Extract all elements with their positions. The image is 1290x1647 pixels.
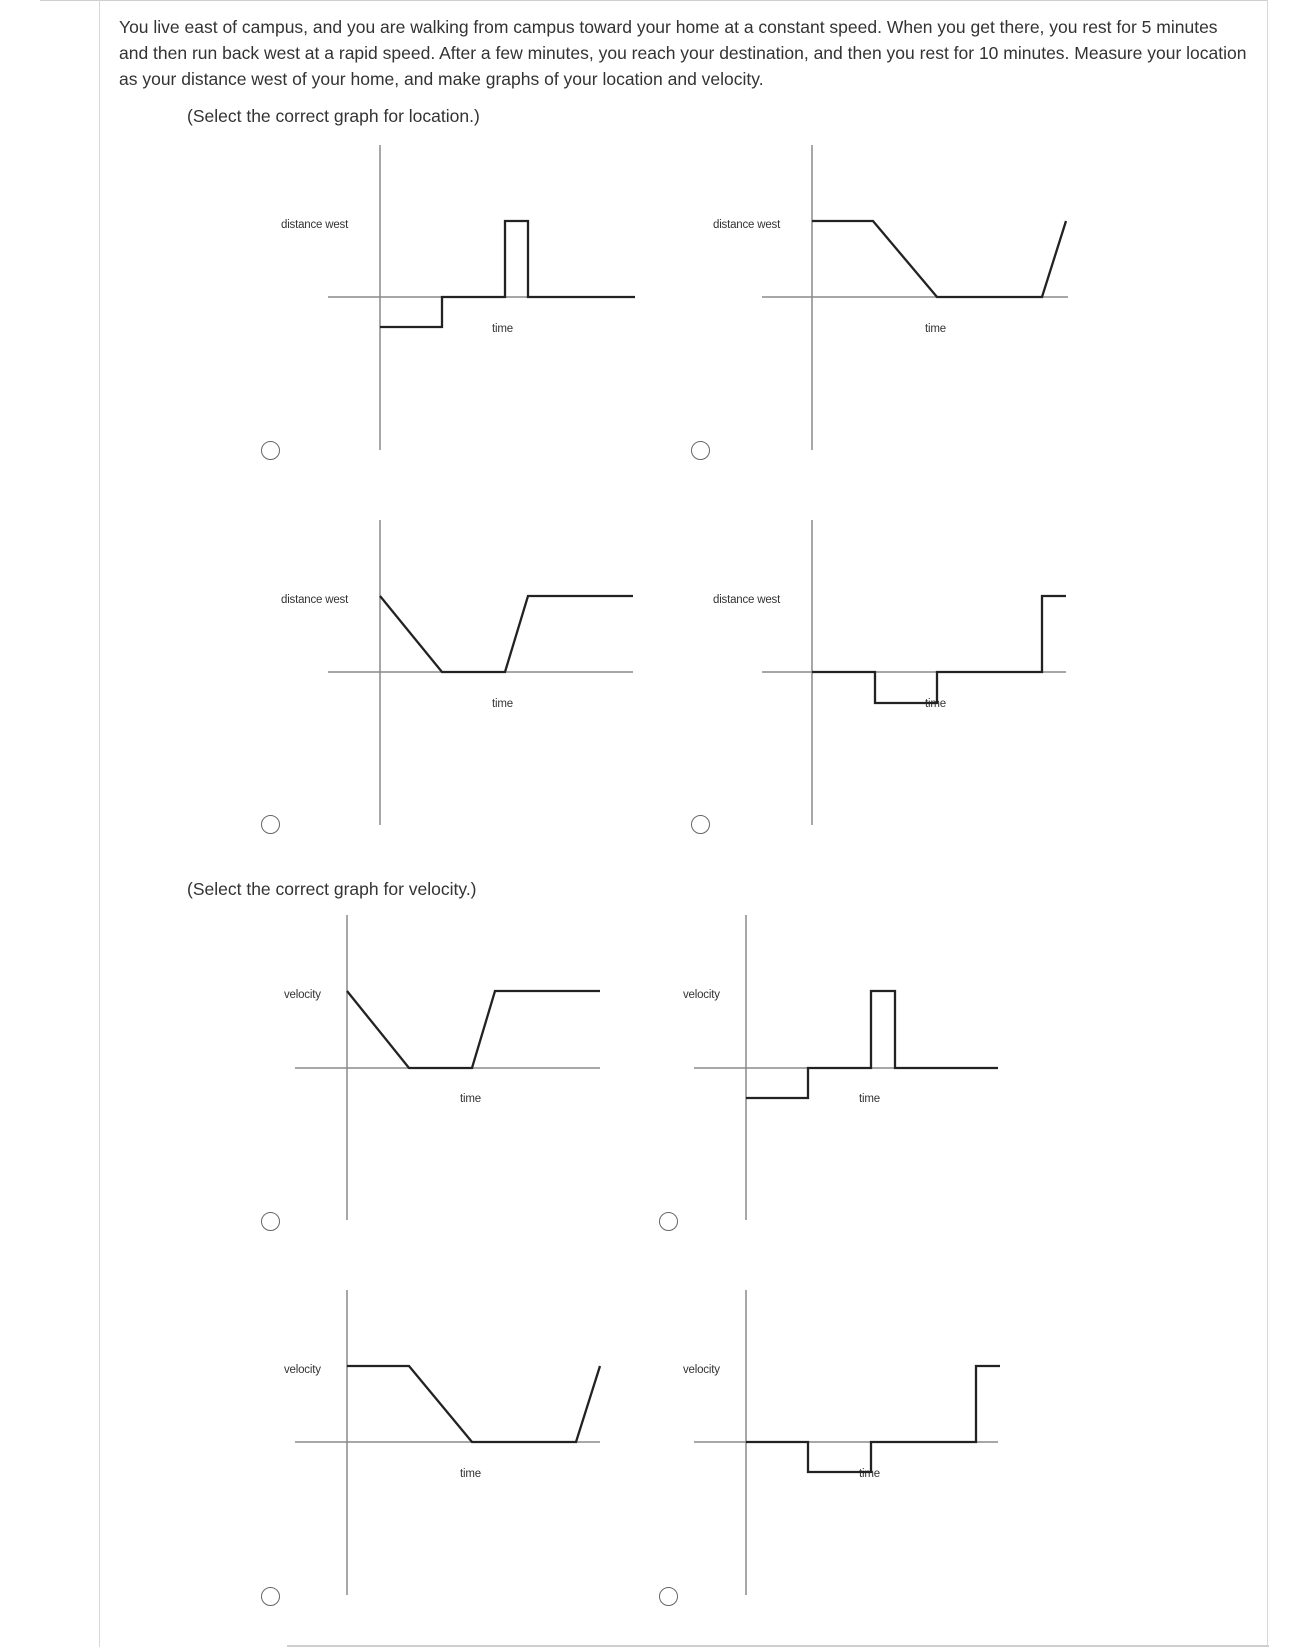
- y-axis-label: velocity: [284, 1364, 321, 1376]
- x-axis-label: time: [460, 1093, 481, 1105]
- x-axis-label: time: [859, 1468, 880, 1480]
- graph-curve: [746, 991, 998, 1098]
- graph-curve: [347, 1366, 600, 1442]
- location-option-a-graph[interactable]: [270, 140, 650, 460]
- x-axis-label: time: [859, 1093, 880, 1105]
- graph-curve: [380, 596, 633, 672]
- y-axis-label: distance west: [281, 219, 349, 231]
- velocity-option-b-graph[interactable]: [670, 910, 1010, 1230]
- y-axis-label: distance west: [713, 594, 781, 606]
- location-prompt: (Select the correct graph for location.): [187, 106, 480, 126]
- y-axis-label: velocity: [683, 989, 720, 1001]
- page-frame-right: [1267, 0, 1268, 1647]
- velocity-option-c-graph[interactable]: [270, 1285, 610, 1605]
- location-option-d-graph[interactable]: [700, 515, 1080, 835]
- velocity-prompt: (Select the correct graph for velocity.): [187, 879, 477, 899]
- velocity-option-d-graph[interactable]: [670, 1285, 1010, 1605]
- x-axis-label: time: [925, 698, 946, 710]
- x-axis-label: time: [492, 698, 513, 710]
- page-frame-top: [40, 0, 1268, 1]
- page-frame-left: [99, 0, 100, 1647]
- graph-curve: [746, 1366, 1000, 1472]
- location-option-c-graph[interactable]: [270, 515, 650, 835]
- graph-curve: [347, 991, 600, 1068]
- location-option-b-graph[interactable]: [700, 140, 1080, 460]
- y-axis-label: velocity: [284, 989, 321, 1001]
- question-text: You live east of campus, and you are walking from campus toward your home at a constant speed. When you get there, you rest for 5 minutes and then run back west at a rapid speed. After a few minutes, you reach your destination, and then you rest for 10 minutes. Measure your location as your distance west of your home, and make graphs of your location and velocity.: [119, 17, 1247, 89]
- y-axis-label: velocity: [683, 1364, 720, 1376]
- x-axis-label: time: [460, 1468, 481, 1480]
- y-axis-label: distance west: [713, 219, 781, 231]
- y-axis-label: distance west: [281, 594, 349, 606]
- graph-curve: [380, 221, 635, 327]
- x-axis-label: time: [492, 323, 513, 335]
- x-axis-label: time: [925, 323, 946, 335]
- velocity-option-a-graph[interactable]: [270, 910, 610, 1230]
- graph-curve: [812, 221, 1066, 297]
- graph-curve: [812, 596, 1066, 703]
